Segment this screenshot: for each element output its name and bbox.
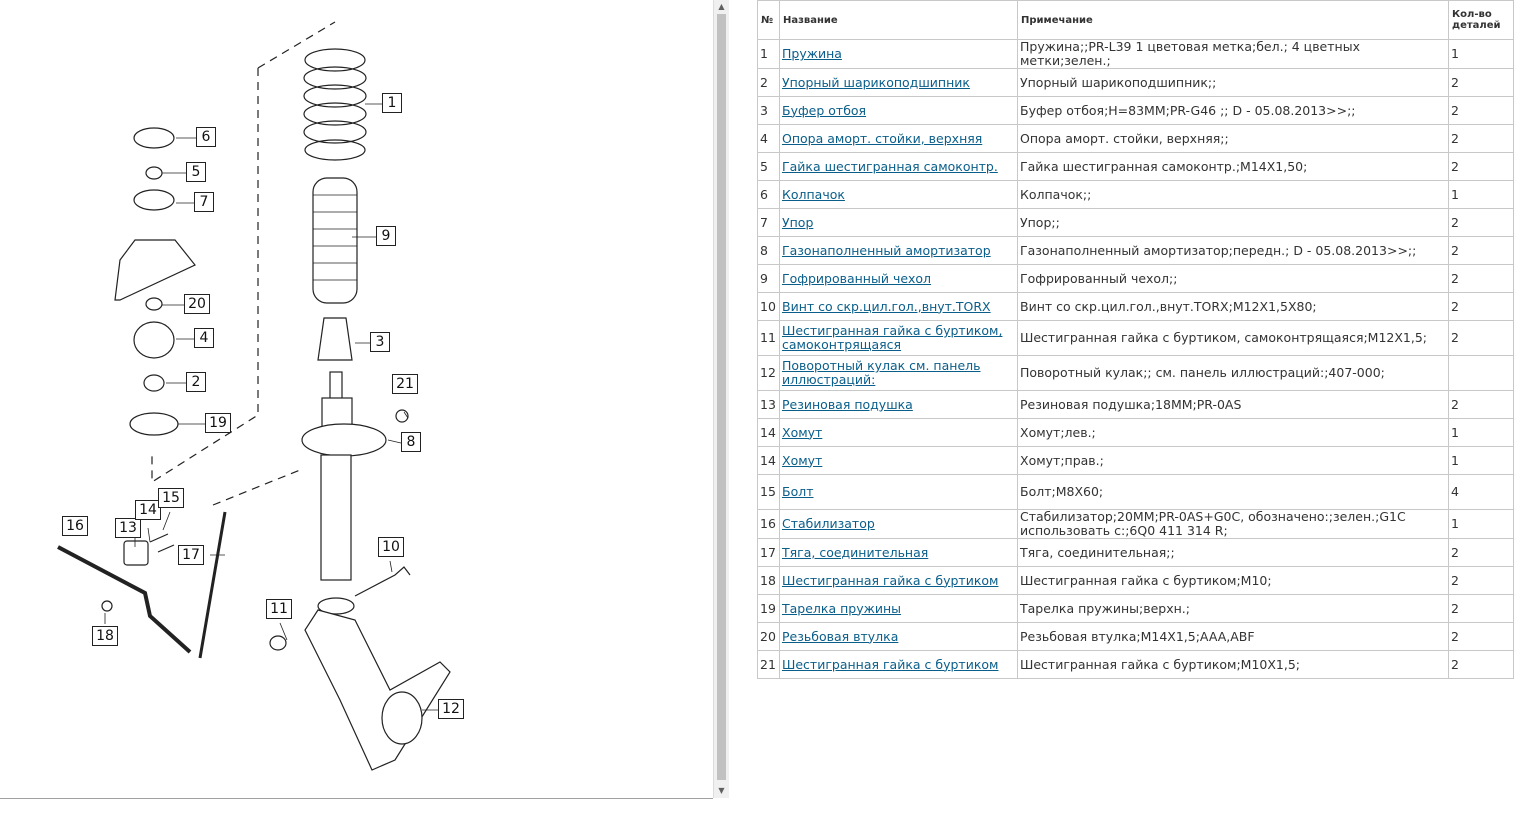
part-number-cell-td xyxy=(758,125,780,153)
part-number-cell: 17 xyxy=(760,544,776,560)
part-qty-cell-td xyxy=(1449,510,1514,539)
part-note-cell: Упорный шарикоподшипник;; xyxy=(1020,74,1217,90)
table-row xyxy=(758,153,1514,181)
table-row xyxy=(758,321,1514,356)
part-name-link-td xyxy=(780,153,1018,181)
part-name-link[interactable]: Поворотный кулак см. панель иллюстраций: xyxy=(782,358,981,387)
part-number-cell-td xyxy=(758,419,780,447)
part-qty-cell-td xyxy=(1449,391,1514,419)
part-note-cell-td xyxy=(1018,237,1449,265)
part-number-cell-td xyxy=(758,293,780,321)
table-header-row xyxy=(758,1,1514,40)
part-number-cell: 7 xyxy=(760,214,768,230)
part-qty-cell-td xyxy=(1449,623,1514,651)
part-note-cell: Болт;M8X60; xyxy=(1020,484,1104,499)
part-name-link[interactable]: Колпачок xyxy=(782,186,845,202)
bump-stop-part xyxy=(318,318,352,360)
part-number-cell-td xyxy=(758,265,780,293)
callout-16[interactable]: 16 xyxy=(62,516,88,536)
part-number-cell: 11 xyxy=(760,330,776,345)
table-row xyxy=(758,97,1514,125)
bearing-part xyxy=(144,375,164,391)
part-name-link-td xyxy=(780,567,1018,595)
part-name-link[interactable]: Упор xyxy=(782,214,814,230)
part-number-cell-td xyxy=(758,447,780,475)
table-row xyxy=(758,209,1514,237)
part-qty-cell-td xyxy=(1449,475,1514,510)
part-note-cell-td xyxy=(1018,153,1449,181)
part-number-cell-td xyxy=(758,475,780,510)
part-qty-cell: 2 xyxy=(1451,74,1459,90)
shock-absorber-part xyxy=(302,372,386,580)
part-number-cell: 3 xyxy=(760,102,768,118)
scrollbar-thumb[interactable] xyxy=(717,14,726,780)
part-qty-cell: 2 xyxy=(1451,298,1459,314)
spring-plate-part xyxy=(130,413,178,435)
part-name-link-td xyxy=(780,125,1018,153)
parts-diagram-pane xyxy=(0,0,713,799)
part-qty-cell: 2 xyxy=(1451,102,1459,118)
callout-6[interactable]: 6 xyxy=(196,127,216,147)
part-number-cell-td xyxy=(758,209,780,237)
part-name-link[interactable]: Буфер отбоя xyxy=(782,102,867,118)
part-note-cell-td xyxy=(1018,321,1449,356)
table-row xyxy=(758,69,1514,97)
callout-10[interactable]: 10 xyxy=(378,537,404,557)
part-qty-cell: 2 xyxy=(1451,396,1459,412)
cap-part xyxy=(134,128,174,148)
part-name-link-td xyxy=(780,293,1018,321)
part-qty-cell: 2 xyxy=(1451,158,1459,174)
part-note-cell: Шестигранная гайка с буртиком, самоконтрящаяся;M12X1,5; xyxy=(1020,330,1428,345)
part-name-link-td xyxy=(780,595,1018,623)
part-qty-cell-td xyxy=(1449,209,1514,237)
part-name-link[interactable]: Шестигранная гайка с буртиком xyxy=(782,656,999,672)
part-name-link-td xyxy=(780,447,1018,475)
table-row xyxy=(758,391,1514,419)
part-number-cell: 5 xyxy=(760,158,768,174)
callout-7[interactable]: 7 xyxy=(194,192,214,212)
table-row xyxy=(758,539,1514,567)
part-number-cell-td xyxy=(758,651,780,679)
callout-14[interactable]: 14 xyxy=(135,500,161,520)
part-qty-cell-td xyxy=(1449,419,1514,447)
part-qty-cell: 1 xyxy=(1451,46,1459,61)
col-header-qty xyxy=(1449,1,1514,40)
nut-18-part xyxy=(102,601,112,611)
part-name-link-td xyxy=(780,209,1018,237)
callout-20[interactable]: 20 xyxy=(184,294,210,314)
part-qty-cell: 2 xyxy=(1451,656,1459,672)
part-note-cell: Резьбовая втулка;M14X1,5;AAA,ABF xyxy=(1020,628,1255,644)
part-qty-cell-td xyxy=(1449,125,1514,153)
part-note-cell-td xyxy=(1018,181,1449,209)
body-mount-part xyxy=(115,240,195,300)
table-row xyxy=(758,293,1514,321)
steering-knuckle-part xyxy=(305,598,450,770)
table-row xyxy=(758,356,1514,391)
part-number-cell-td xyxy=(758,595,780,623)
part-name-link[interactable]: Хомут xyxy=(782,424,823,440)
part-note-cell: Буфер отбоя;H=83MM;PR-G46 ;; D - 05.08.2013>>;; xyxy=(1020,102,1356,118)
link-rod-part xyxy=(200,512,225,658)
part-name-link[interactable]: Опора аморт. стойки, верхняя xyxy=(782,130,983,146)
part-number-cell-td xyxy=(758,69,780,97)
scroll-up-icon[interactable]: ▲ xyxy=(718,2,725,11)
table-row xyxy=(758,567,1514,595)
part-note-cell: Шестигранная гайка с буртиком;M10; xyxy=(1020,572,1272,588)
part-qty-cell: 1 xyxy=(1451,452,1459,468)
part-name-link-td xyxy=(780,623,1018,651)
col-header-qty-line2: деталей xyxy=(1452,20,1501,31)
part-name-link-td xyxy=(780,265,1018,293)
part-number-cell: 20 xyxy=(760,628,776,644)
col-header-name: Название xyxy=(780,1,1018,40)
part-name-link[interactable]: Тяга, соединительная xyxy=(782,544,929,560)
part-qty-cell: 2 xyxy=(1451,130,1459,146)
part-name-link-td xyxy=(780,356,1018,391)
part-number-cell-td xyxy=(758,40,780,69)
scroll-down-icon[interactable]: ▼ xyxy=(718,786,725,795)
suspension-diagram xyxy=(0,0,713,798)
part-note-cell-td xyxy=(1018,567,1449,595)
part-name-link-td xyxy=(780,475,1018,510)
part-number-cell: 2 xyxy=(760,74,768,90)
part-number-cell: 16 xyxy=(760,516,776,531)
table-row xyxy=(758,595,1514,623)
part-number-cell: 12 xyxy=(760,365,776,380)
part-name-link[interactable]: Упорный шарикоподшипник xyxy=(782,74,970,90)
part-qty-cell: 2 xyxy=(1451,628,1459,644)
nut-part xyxy=(270,636,286,650)
callout-12[interactable]: 12 xyxy=(438,699,464,719)
part-number-cell: 19 xyxy=(760,600,776,616)
col-header-note: Примечание xyxy=(1018,1,1449,40)
callout-17[interactable]: 17 xyxy=(178,545,204,565)
part-number-cell-td xyxy=(758,539,780,567)
table-row xyxy=(758,40,1514,69)
part-name-link[interactable]: Хомут xyxy=(782,452,823,468)
part-name-link-td xyxy=(780,391,1018,419)
part-note-cell-td xyxy=(1018,539,1449,567)
col-header-num: № xyxy=(758,1,780,40)
part-note-cell-td xyxy=(1018,651,1449,679)
bolt-part xyxy=(355,567,410,596)
part-name-link[interactable]: Гофрированный чехол xyxy=(782,270,932,286)
part-name-link-td xyxy=(780,419,1018,447)
table-row xyxy=(758,265,1514,293)
callout-1[interactable]: 1 xyxy=(382,93,402,113)
link-guide-line xyxy=(213,470,300,505)
part-number-cell: 1 xyxy=(760,46,768,61)
self-locking-nut-part xyxy=(146,167,162,179)
callout-18[interactable]: 18 xyxy=(92,626,118,646)
clamp-part xyxy=(150,534,174,552)
part-qty-cell-td xyxy=(1449,539,1514,567)
part-qty-cell-td xyxy=(1449,293,1514,321)
part-number-cell: 14 xyxy=(760,424,776,440)
part-number-cell-td xyxy=(758,97,780,125)
part-qty-cell: 2 xyxy=(1451,600,1459,616)
part-number-cell: 9 xyxy=(760,270,768,286)
part-name-link[interactable]: Шестигранная гайка с буртиком xyxy=(782,572,999,588)
callout-5[interactable]: 5 xyxy=(186,162,206,182)
rubber-bush-part xyxy=(124,541,148,565)
part-number-cell-td xyxy=(758,567,780,595)
part-note-cell-td xyxy=(1018,293,1449,321)
part-qty-cell-td xyxy=(1449,321,1514,356)
part-name-link-td xyxy=(780,321,1018,356)
part-number-cell: 13 xyxy=(760,396,776,412)
diagram-scrollbar[interactable] xyxy=(713,0,729,798)
part-note-cell-td xyxy=(1018,391,1449,419)
table-row xyxy=(758,651,1514,679)
part-note-cell: Стабилизатор;20MM;PR-0AS+G0C, обозначено:;зелен.;G1C использовать с:;6Q0 411 314 R; xyxy=(1020,509,1406,538)
part-name-link[interactable]: Болт xyxy=(782,484,814,499)
part-name-link[interactable]: Тарелка пружины xyxy=(782,600,902,616)
part-qty-cell: 1 xyxy=(1451,516,1459,531)
part-qty-cell-td xyxy=(1449,237,1514,265)
part-qty-cell-td xyxy=(1449,567,1514,595)
part-number-cell-td xyxy=(758,153,780,181)
table-row xyxy=(758,510,1514,539)
part-qty-cell: 1 xyxy=(1451,424,1459,440)
part-note-cell-td xyxy=(1018,623,1449,651)
part-qty-cell-td xyxy=(1449,447,1514,475)
part-note-cell-td xyxy=(1018,419,1449,447)
part-number-cell: 10 xyxy=(760,298,776,314)
part-note-cell: Винт со скр.цил.гол.,внут.TORX;M12X1,5X80; xyxy=(1020,298,1317,314)
part-qty-cell: 1 xyxy=(1451,186,1459,202)
part-name-link-td xyxy=(780,651,1018,679)
part-name-link-td xyxy=(780,69,1018,97)
stop-part xyxy=(134,190,174,210)
part-note-cell: Тяга, соединительная;; xyxy=(1020,544,1175,560)
part-number-cell: 4 xyxy=(760,130,768,146)
part-note-cell-td xyxy=(1018,475,1449,510)
boot-part xyxy=(313,178,357,303)
part-name-link[interactable]: Резиновая подушка xyxy=(782,396,913,412)
part-name-link[interactable]: Резьбовая втулка xyxy=(782,628,899,644)
spring-part xyxy=(304,49,366,160)
callout-11[interactable]: 11 xyxy=(266,599,292,619)
part-note-cell: Пружина;;PR-L39 1 цветовая метка;бел.; 4 цветных метки;зелен.; xyxy=(1020,39,1360,68)
part-qty-cell-td xyxy=(1449,181,1514,209)
part-number-cell-td xyxy=(758,623,780,651)
part-number-cell: 18 xyxy=(760,572,776,588)
part-qty-cell-td xyxy=(1449,651,1514,679)
callout-4[interactable]: 4 xyxy=(194,328,214,348)
part-name-link[interactable]: Стабилизатор xyxy=(782,516,875,531)
strut-mount-part xyxy=(134,322,174,358)
part-name-link[interactable]: Газонаполненный амортизатор xyxy=(782,242,991,258)
part-note-cell-td xyxy=(1018,265,1449,293)
callout-3[interactable]: 3 xyxy=(370,332,390,352)
part-note-cell: Газонаполненный амортизатор;передн.; D - 05.08.2013>>;; xyxy=(1020,242,1417,258)
callout-19[interactable]: 19 xyxy=(205,413,231,433)
table-row xyxy=(758,419,1514,447)
part-name-link[interactable]: Гайка шестигранная самоконтр. xyxy=(782,158,998,174)
part-name-link[interactable]: Шестигранная гайка с буртиком, самоконтрящаяся xyxy=(782,323,1003,352)
part-qty-cell: 2 xyxy=(1451,330,1459,345)
part-note-cell: Хомут;лев.; xyxy=(1020,424,1096,440)
part-note-cell-td xyxy=(1018,595,1449,623)
parts-table xyxy=(757,0,1514,679)
callout-21[interactable]: 21 xyxy=(392,374,418,394)
part-number-cell-td xyxy=(758,356,780,391)
part-name-link-td xyxy=(780,510,1018,539)
part-note-cell: Резиновая подушка;18MM;PR-0AS xyxy=(1020,396,1242,412)
part-number-cell: 21 xyxy=(760,656,776,672)
part-qty-cell-td xyxy=(1449,153,1514,181)
callout-15[interactable]: 15 xyxy=(158,488,184,508)
parts-table-pane xyxy=(757,0,1519,679)
part-note-cell-td xyxy=(1018,447,1449,475)
part-number-cell: 14 xyxy=(760,452,776,468)
part-note-cell: Тарелка пружины;верхн.; xyxy=(1020,600,1190,616)
table-row xyxy=(758,447,1514,475)
part-note-cell: Шестигранная гайка с буртиком;M10X1,5; xyxy=(1020,656,1301,672)
threaded-bush-part xyxy=(146,298,162,310)
part-note-cell-td xyxy=(1018,40,1449,69)
part-qty-cell-td xyxy=(1449,595,1514,623)
part-note-cell-td xyxy=(1018,97,1449,125)
part-name-link-td xyxy=(780,97,1018,125)
part-note-cell: Опора аморт. стойки, верхняя;; xyxy=(1020,130,1229,146)
col-header-qty-line1: Кол-во xyxy=(1452,9,1492,20)
part-qty-cell-td xyxy=(1449,356,1514,391)
part-number-cell-td xyxy=(758,391,780,419)
part-note-cell: Поворотный кулак;; см. панель иллюстраций:;407-000; xyxy=(1020,365,1385,380)
part-note-cell: Колпачок;; xyxy=(1020,186,1092,202)
part-qty-cell-td xyxy=(1449,69,1514,97)
part-name-link-td xyxy=(780,40,1018,69)
part-note-cell-td xyxy=(1018,510,1449,539)
part-note-cell-td xyxy=(1018,125,1449,153)
table-row xyxy=(758,181,1514,209)
part-number-cell-td xyxy=(758,237,780,265)
part-name-link-td xyxy=(780,181,1018,209)
part-number-cell: 8 xyxy=(760,242,768,258)
callout-9[interactable]: 9 xyxy=(376,226,396,246)
part-note-cell-td xyxy=(1018,209,1449,237)
part-name-link-td xyxy=(780,539,1018,567)
part-note-cell: Гайка шестигранная самоконтр.;M14X1,50; xyxy=(1020,158,1308,174)
part-qty-cell: 2 xyxy=(1451,214,1459,230)
part-qty-cell: 2 xyxy=(1451,270,1459,286)
part-note-cell: Упор;; xyxy=(1020,214,1060,230)
part-note-cell: Гофрированный чехол;; xyxy=(1020,270,1178,286)
part-qty-cell: 2 xyxy=(1451,242,1459,258)
table-row xyxy=(758,475,1514,510)
part-number-cell-td xyxy=(758,321,780,356)
part-note-cell-td xyxy=(1018,356,1449,391)
part-qty-cell-td xyxy=(1449,265,1514,293)
part-qty-cell: 4 xyxy=(1451,484,1459,499)
part-number-cell: 6 xyxy=(760,186,768,202)
part-qty-cell: 2 xyxy=(1451,544,1459,560)
callout-2[interactable]: 2 xyxy=(186,372,206,392)
part-note-cell-td xyxy=(1018,69,1449,97)
part-number-cell-td xyxy=(758,181,780,209)
part-number-cell: 15 xyxy=(760,484,776,499)
part-note-cell: Хомут;прав.; xyxy=(1020,452,1104,468)
callout-13[interactable]: 13 xyxy=(115,518,141,538)
part-number-cell-td xyxy=(758,510,780,539)
part-qty-cell-td xyxy=(1449,40,1514,69)
part-name-link[interactable]: Пружина xyxy=(782,46,842,61)
table-row xyxy=(758,237,1514,265)
table-row xyxy=(758,125,1514,153)
part-name-link[interactable]: Винт со скр.цил.гол.,внут.TORX xyxy=(782,298,991,314)
table-row xyxy=(758,623,1514,651)
callout-8[interactable]: 8 xyxy=(401,432,421,452)
part-qty-cell-td xyxy=(1449,97,1514,125)
part-qty-cell: 2 xyxy=(1451,572,1459,588)
part-name-link-td xyxy=(780,237,1018,265)
